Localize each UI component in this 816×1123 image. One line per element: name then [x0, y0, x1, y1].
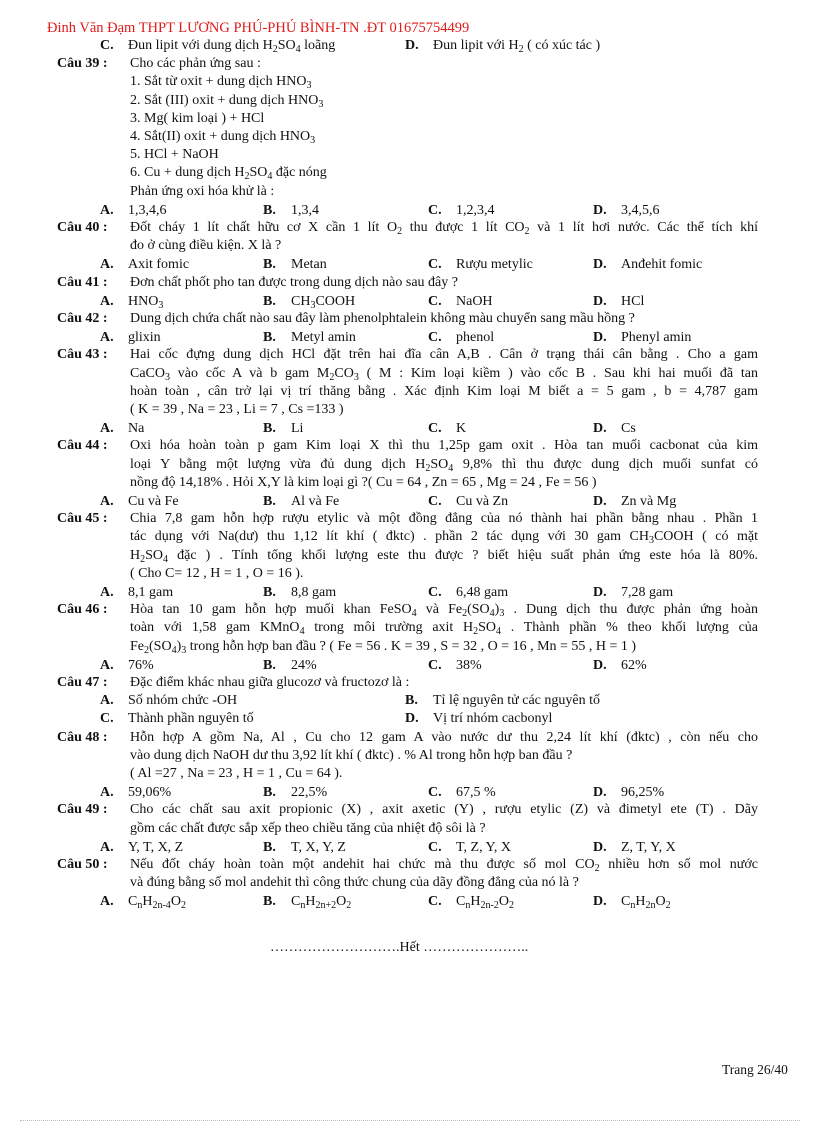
option-letter: C.	[100, 711, 114, 727]
answer-option-c: C. T, Z, Y, X	[428, 839, 511, 855]
option-letter: B.	[263, 421, 276, 437]
question-text-line: Hỗn hợp A gồm Na, Al , Cu cho 12 gam A vào nước dư thu 2,24 lít khí (đktc) , còn nếu cho	[130, 729, 758, 745]
question-text-line: đo ở cùng điều kiện. X là ?	[130, 238, 282, 254]
option-letter: D.	[593, 494, 607, 509]
option-letter: C.	[428, 657, 442, 673]
answer-option-d: D. HCl	[593, 293, 645, 309]
question-text-line: Hòa tan 10 gam hỗn hợp muối khan FeSO$_4$ và $Fe_2(SO_4)_3$ . Dung dịch thu được phản ứng hoàn	[130, 602, 759, 620]
option-letter: A.	[100, 421, 114, 437]
page-number: Trang 26/40	[722, 1062, 788, 1077]
answer-option-b: B. 24%	[263, 657, 317, 673]
question-text-line: vào dung dịch NaOH dư thu 3,92 lít khí ( đktc) . % Al trong hỗn hợp ban đầu ?	[130, 747, 573, 763]
answer-option-c: C. 38%	[428, 657, 482, 673]
option-letter: B.	[263, 293, 276, 309]
question-label: Câu 50 :	[57, 857, 108, 872]
question-text-line: Cho các chất sau axit propionic (X) , axit axetic (Y) , rượu etylic (Z) và đimetyl ete (T) . Dãy	[130, 802, 758, 818]
option-letter: A.	[100, 293, 114, 309]
answer-option-b: B. Metan	[263, 257, 327, 273]
option-letter: A.	[100, 785, 114, 801]
question-text-line: Đốt cháy 1 lít chất hữu cơ X cần 1 lít $O_2$ thu được 1 lít $CO_2$ và 1 lít hơi nước. Các thể tích khí	[130, 220, 758, 237]
answer-option-c: C. $C_nH_{2n-2}O_2$	[428, 894, 514, 912]
option-letter: C.	[428, 421, 442, 437]
question-text-line: Nếu đốt cháy hoàn toàn một andehit hai chức mà thu được số mol $CO_2$ nhiều hơn số mol nước	[130, 857, 758, 874]
answer-option-d: D. Đun lipit với $H_2$ ( có xúc tác )	[405, 38, 601, 55]
option-letter: B.	[263, 839, 276, 855]
answer-option-a: A. Axit fomic	[100, 257, 190, 273]
option-letter: B.	[263, 257, 276, 273]
option-letter: D.	[593, 839, 607, 855]
answer-option-d: D. 62%	[593, 657, 647, 673]
option-letter: A.	[100, 330, 114, 346]
answer-option-a: A. $C_nH_{2n-4}O_2$	[100, 894, 186, 912]
question-label: Câu 49 :	[57, 802, 108, 818]
option-letter: A.	[100, 657, 114, 673]
option-letter: C.	[428, 202, 442, 218]
question-text-line: 4. Sắt(II) oxit + dung dịch $HNO_3$	[130, 129, 316, 146]
answer-option-b: B. Metyl amin	[263, 330, 356, 346]
option-letter: A.	[100, 585, 114, 600]
option-letter: B.	[263, 494, 276, 509]
question-text-line: 5. HCl + NaOH	[130, 147, 219, 163]
option-letter: B.	[263, 894, 276, 910]
option-letter: B.	[263, 657, 276, 673]
question-label: Câu 47 :	[57, 675, 108, 690]
answer-option-b: B. T, X, Y, Z	[263, 839, 346, 855]
question-text-line: Đặc điểm khác nhau giữa glucozơ và fructozơ là :	[130, 675, 410, 690]
option-letter: C.	[428, 257, 442, 273]
answer-option-d: D. Phenyl amin	[593, 330, 692, 346]
answer-option-c: C. Rượu metylic	[428, 257, 533, 273]
question-label: Câu 45 :	[57, 511, 108, 527]
option-letter: B.	[263, 585, 276, 600]
question-label: Câu 39 :	[57, 56, 108, 72]
question-text-line: CaCO$_3$ vào cốc A và b gam $M_2CO_3$ ( M : Kim loại kiềm ) vào cốc B . Sau khi hai muối đã tan	[130, 365, 758, 383]
answer-option-a: A. 8,1 gam	[100, 585, 174, 600]
question-text-line: tác dụng với Na(dư) thu 1,12 lít khí ( đktc) . phần 2 tác dụng với 30 gam $CH_3COOH$ ( có mặt	[130, 529, 758, 547]
question-text-line: Oxi hóa hoàn toàn p gam Kim loại X thì thu 1,25p gam oxit . Hòa tan muối cacbonat của kim	[130, 438, 758, 454]
option-letter: D.	[405, 711, 419, 727]
question-text-line: Dung dịch chứa chất nào sau đây làm phenolphtalein không màu chuyển sang mầu hồng ?	[130, 311, 635, 326]
answer-option-d: D. Vị trí nhóm cacbonyl	[405, 711, 553, 727]
answer-option-b: B. Tỉ lệ nguyên tử các nguyên tố	[405, 693, 600, 709]
option-letter: D.	[593, 293, 607, 309]
question-label: Câu 41 :	[57, 274, 108, 290]
option-letter: D.	[593, 894, 607, 910]
question-text-line: loại Y bằng một lượng vừa đủ dung dịch $H_2SO_4$ 9,8% thì thu được dung dịch muối sunfat có	[130, 456, 758, 474]
option-letter: C.	[428, 894, 442, 910]
question-text-line: $Fe_2(SO_4)_3$ trong hỗn hợp ban đầu ? ( Fe = 56 . K = 39 , S = 32 , O = 16 , Mn = 55 , H = 1 )	[130, 638, 637, 656]
option-letter: C.	[100, 38, 114, 53]
question-text-line: Cho các phản ứng sau :	[130, 56, 261, 72]
answer-option-a: A. 1,3,4,6	[100, 202, 167, 218]
option-letter: D.	[593, 330, 607, 346]
option-letter: D.	[593, 202, 607, 218]
question-text-line: nồng độ 14,18% . Hỏi X,Y là kim loại gì ?( Cu = 64 , Zn = 65 , Mg = 24 , Fe = 56 )	[130, 474, 597, 490]
question-label: Câu 46 :	[57, 602, 108, 618]
option-letter: C.	[428, 330, 442, 346]
question-text-line: ( Al =27 , Na = 23 , H = 1 , Cu = 64 ).	[130, 766, 343, 781]
option-letter: D.	[593, 257, 607, 273]
answer-option-c: C. 6,48 gam	[428, 585, 509, 600]
option-letter: B.	[263, 785, 276, 801]
question-text-line: 3. Mg( kim loại ) + HCl	[130, 110, 265, 126]
answer-option-a: A. 59,06%	[100, 785, 172, 801]
answer-option-d: D. 96,25%	[593, 785, 665, 801]
question-label: Câu 43 :	[57, 347, 108, 363]
answer-option-c: C. Cu và Zn	[428, 494, 509, 509]
option-letter: C.	[428, 785, 442, 801]
answer-option-d: D. Z, T, Y, X	[593, 839, 676, 855]
question-text-line: toàn với 1,58 gam KMnO$_4$ trong môi trường axit $H_2SO_4$ . Thành phần % theo khối lượng của	[130, 620, 758, 638]
answer-option-b: B. $C_nH_{2n+2}O_2$	[263, 894, 352, 912]
answer-option-d: D. 3,4,5,6	[593, 202, 660, 218]
answer-option-c: C. 1,2,3,4	[428, 202, 495, 218]
answer-option-c: C. K	[428, 421, 467, 437]
answer-option-d: D. $C_nH_{2n}O_2$	[593, 894, 671, 912]
answer-option-c: C. Thành phần nguyên tố	[100, 711, 254, 727]
question-text-line: ( K = 39 , Na = 23 , Li = 7 , Cs =133 )	[130, 402, 344, 417]
option-letter: B.	[263, 202, 276, 218]
question-label: Câu 48 :	[57, 729, 108, 745]
option-letter: B.	[405, 693, 418, 709]
end-marker: ……………………….Hết …………………..	[270, 940, 529, 955]
question-text-line: ( Cho C= 12 , H = 1 , O = 16 ).	[130, 565, 304, 581]
option-letter: D.	[593, 421, 607, 437]
answer-option-a: A. Cu và Fe	[100, 494, 179, 509]
question-text-line: gồm các chất được sắp xếp theo chiều tăng của nhiệt độ sôi là ?	[130, 820, 486, 836]
question-text-line: hoàn toàn , cân trở lại vị trí thăng bằng . Xác định Kim loại M biết a = 5 gam , b = 4,787 gam	[130, 383, 758, 399]
option-letter: C.	[428, 293, 442, 309]
question-text-line: $H_2SO_4$ đặc ) . Tính tổng khối lượng este thu được ? biết hiệu suất phản ứng este hóa là 80%.	[130, 547, 758, 565]
option-letter: A.	[100, 494, 114, 509]
document-header: Đinh Văn Đạm THPT LƯƠNG PHÚ-PHÚ BÌNH-TN .ĐT 01675754499	[47, 20, 470, 36]
option-letter: D.	[593, 585, 607, 600]
option-letter: C.	[428, 839, 442, 855]
option-letter: A.	[100, 894, 114, 910]
option-letter: A.	[100, 839, 114, 855]
option-letter: D.	[405, 38, 419, 53]
question-text-line: 6. Cu + dung dịch $H_2SO_4$ đặc nóng	[130, 165, 327, 183]
answer-option-d: D. Zn và Mg	[593, 494, 677, 509]
answer-option-a: A. 76%	[100, 657, 154, 673]
question-label: Câu 40 :	[57, 220, 108, 235]
question-label: Câu 44 :	[57, 438, 108, 454]
answer-option-b: B. 22,5%	[263, 785, 328, 801]
option-letter: A.	[100, 693, 114, 709]
question-text-line: và đúng bằng số mol andehit thì công thức chung của dãy đồng đẳng của nó là ?	[130, 875, 579, 891]
answer-option-c: C. 67,5 %	[428, 785, 496, 801]
answer-option-d: D. Cs	[593, 421, 636, 437]
answer-option-a: A. glixin	[100, 330, 161, 346]
answer-option-c: C. NaOH	[428, 293, 493, 309]
answer-option-a: A. Na	[100, 421, 145, 437]
answer-option-a: A. Y, T, X, Z	[100, 839, 184, 855]
option-letter: C.	[428, 585, 442, 600]
answer-option-b: B. Al và Fe	[263, 494, 340, 509]
option-letter: D.	[593, 785, 607, 801]
answer-option-c: C. Đun lipit với dung dịch $H_2SO_4$ loãng	[100, 38, 336, 55]
answer-option-b: B. Li	[263, 421, 304, 437]
answer-option-a: A. Số nhóm chức -OH	[100, 693, 238, 709]
answer-option-a: A. $HNO_3$	[100, 293, 164, 311]
question-text-line: 1. Sắt từ oxit + dung dịch $HNO_3$	[130, 74, 312, 92]
answer-option-d: D. 7,28 gam	[593, 585, 674, 600]
question-text-line: Đơn chất phốt pho tan được trong dung dịch nào sau đây ?	[130, 274, 458, 290]
option-letter: A.	[100, 257, 114, 273]
answer-option-c: C. phenol	[428, 330, 495, 346]
option-letter: D.	[593, 657, 607, 673]
question-text-line: Phản ứng oxi hóa khử là :	[130, 183, 275, 199]
option-letter: B.	[263, 330, 276, 346]
option-letter: A.	[100, 202, 114, 218]
bottom-rule	[20, 1120, 800, 1121]
question-text-line: 2. Sắt (III) oxit + dung dịch $HNO_3$	[130, 92, 324, 110]
question-text-line: Hai cốc đựng dung dịch HCl đặt trên hai đĩa cân A,B . Cân ở trạng thái cân bằng . Cho a gam	[130, 347, 758, 363]
question-label: Câu 42 :	[57, 311, 108, 326]
answer-option-b: B. $CH_3COOH$	[263, 293, 356, 311]
answer-option-b: B. 8,8 gam	[263, 585, 337, 600]
answer-option-d: D. Anđehit fomic	[593, 257, 703, 273]
option-letter: C.	[428, 494, 442, 509]
answer-option-b: B. 1,3,4	[263, 202, 319, 218]
question-text-line: Chia 7,8 gam hỗn hợp rượu etylic và một đồng đẳng của nó thành hai phần bằng nhau . Phần 1	[130, 511, 758, 527]
